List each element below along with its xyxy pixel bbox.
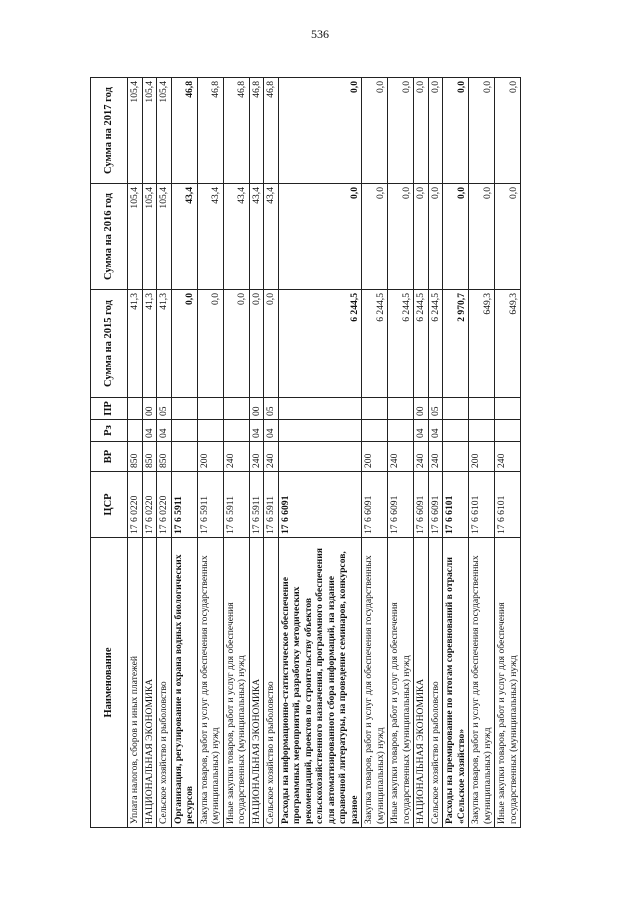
table-row xyxy=(278,78,362,828)
row-sum-2017-cell: 0,0 xyxy=(388,78,414,184)
table-row xyxy=(388,78,414,828)
table-row xyxy=(171,78,197,828)
row-pr-cell: 00 xyxy=(249,398,264,420)
header-csr: ЦСР xyxy=(91,472,128,538)
row-sum-2015-cell: 2 970,7 xyxy=(443,290,469,398)
row-sum-2017-cell: 46,8 xyxy=(264,78,279,184)
table-row xyxy=(264,78,279,828)
table-row xyxy=(142,78,157,828)
row-pr-cell xyxy=(197,398,223,420)
row-sum-2016-cell: 0,0 xyxy=(495,184,521,290)
row-rz-cell: 04 xyxy=(157,420,172,442)
row-csr-cell: 17 6 0220 xyxy=(142,472,157,538)
row-vr-cell: 240 xyxy=(264,442,279,472)
row-vr-cell xyxy=(278,442,362,472)
row-rz-cell xyxy=(469,420,495,442)
row-vr-cell: 240 xyxy=(249,442,264,472)
table-row xyxy=(469,78,495,828)
row-sum-2017-cell: 46,8 xyxy=(171,78,197,184)
row-csr-cell: 17 6 6101 xyxy=(469,472,495,538)
row-rz-cell xyxy=(128,420,143,442)
row-rz-cell: 04 xyxy=(142,420,157,442)
row-rz-cell xyxy=(388,420,414,442)
row-csr-cell: 17 6 5911 xyxy=(249,472,264,538)
row-sum-2015-cell: 649,3 xyxy=(495,290,521,398)
row-pr-cell: 05 xyxy=(264,398,279,420)
row-name-cell: Иные закупки товаров, работ и услуг для обеспечения государственных (муниципальных) нужд xyxy=(388,538,414,828)
row-rz-cell xyxy=(197,420,223,442)
row-name-cell: Уплата налогов, сборов и иных платежей xyxy=(128,538,143,828)
row-sum-2015-cell: 649,3 xyxy=(469,290,495,398)
row-csr-cell: 17 6 5911 xyxy=(264,472,279,538)
row-sum-2017-cell: 0,0 xyxy=(362,78,388,184)
row-sum-2015-cell: 6 244,5 xyxy=(388,290,414,398)
row-vr-cell: 240 xyxy=(414,442,429,472)
table-row xyxy=(495,78,521,828)
row-vr-cell: 200 xyxy=(362,442,388,472)
row-sum-2015-cell: 41,3 xyxy=(157,290,172,398)
table-header-row xyxy=(91,78,128,828)
row-csr-cell: 17 6 6091 xyxy=(388,472,414,538)
row-sum-2017-cell: 0,0 xyxy=(414,78,429,184)
table-row xyxy=(443,78,469,828)
row-name-cell: Сельское хозяйство и рыболовство xyxy=(264,538,279,828)
row-vr-cell: 850 xyxy=(128,442,143,472)
row-pr-cell: 00 xyxy=(142,398,157,420)
row-name-cell: Сельское хозяйство и рыболовство xyxy=(157,538,172,828)
row-csr-cell: 17 6 6091 xyxy=(362,472,388,538)
row-name-cell: Закупка товаров, работ и услуг для обеспечения государственных (муниципальных) нужд xyxy=(362,538,388,828)
row-csr-cell: 17 6 0220 xyxy=(128,472,143,538)
row-csr-cell: 17 6 6101 xyxy=(495,472,521,538)
header-rz: Рз xyxy=(91,420,128,442)
row-sum-2017-cell: 0,0 xyxy=(495,78,521,184)
row-vr-cell xyxy=(443,442,469,472)
row-sum-2017-cell: 105,4 xyxy=(157,78,172,184)
rotated-page-content xyxy=(90,78,552,828)
budget-table xyxy=(90,77,521,828)
row-vr-cell: 240 xyxy=(388,442,414,472)
row-sum-2016-cell: 0,0 xyxy=(469,184,495,290)
row-pr-cell xyxy=(278,398,362,420)
row-sum-2016-cell: 0,0 xyxy=(414,184,429,290)
row-vr-cell: 850 xyxy=(142,442,157,472)
row-csr-cell: 17 6 6101 xyxy=(443,472,469,538)
row-name-cell: НАЦИОНАЛЬНАЯ ЭКОНОМИКА xyxy=(142,538,157,828)
row-rz-cell xyxy=(362,420,388,442)
header-name: Наименование xyxy=(91,538,128,828)
row-sum-2016-cell: 105,4 xyxy=(157,184,172,290)
row-csr-cell: 17 6 5911 xyxy=(197,472,223,538)
row-name-cell: Иные закупки товаров, работ и услуг для обеспечения государственных (муниципальных) нужд xyxy=(223,538,249,828)
row-csr-cell: 17 6 6091 xyxy=(428,472,443,538)
row-name-cell: Расходы на информационно-статистическое обеспечение программных мероприятий, разработку методических рекомендаций, проектов по строительству объектов сельскохозяйственного назначения, программного обеспечения для автоматизированного сбора информаций, на издание справочной литературы, на проведение семинаров, конкурсов, разное xyxy=(278,538,362,828)
table-row xyxy=(128,78,143,828)
row-csr-cell: 17 6 5911 xyxy=(223,472,249,538)
header-sum-2017: Сумма на 2017 год xyxy=(91,78,128,184)
row-sum-2015-cell: 6 244,5 xyxy=(362,290,388,398)
row-name-cell: НАЦИОНАЛЬНАЯ ЭКОНОМИКА xyxy=(249,538,264,828)
row-csr-cell: 17 6 6091 xyxy=(278,472,362,538)
row-sum-2016-cell: 0,0 xyxy=(278,184,362,290)
row-vr-cell xyxy=(171,442,197,472)
table-row xyxy=(428,78,443,828)
table-row xyxy=(223,78,249,828)
table-row xyxy=(414,78,429,828)
table-row xyxy=(249,78,264,828)
row-sum-2015-cell: 6 244,5 xyxy=(428,290,443,398)
page-number: 536 xyxy=(311,27,329,41)
row-pr-cell xyxy=(443,398,469,420)
row-csr-cell: 17 6 0220 xyxy=(157,472,172,538)
row-sum-2015-cell: 41,3 xyxy=(128,290,143,398)
row-sum-2015-cell: 0,0 xyxy=(197,290,223,398)
row-vr-cell: 240 xyxy=(223,442,249,472)
row-sum-2017-cell: 46,8 xyxy=(249,78,264,184)
row-vr-cell: 240 xyxy=(495,442,521,472)
row-sum-2016-cell: 0,0 xyxy=(443,184,469,290)
row-rz-cell: 04 xyxy=(249,420,264,442)
row-rz-cell xyxy=(278,420,362,442)
row-pr-cell xyxy=(495,398,521,420)
row-pr-cell xyxy=(469,398,495,420)
row-sum-2017-cell: 0,0 xyxy=(428,78,443,184)
row-sum-2017-cell: 105,4 xyxy=(128,78,143,184)
row-sum-2017-cell: 0,0 xyxy=(469,78,495,184)
row-rz-cell: 04 xyxy=(264,420,279,442)
row-name-cell: Закупка товаров, работ и услуг для обеспечения государственных (муниципальных) нужд xyxy=(197,538,223,828)
row-sum-2015-cell: 6 244,5 xyxy=(414,290,429,398)
row-rz-cell xyxy=(443,420,469,442)
row-sum-2017-cell: 46,8 xyxy=(197,78,223,184)
row-name-cell: Сельское хозяйство и рыболовство xyxy=(428,538,443,828)
row-rz-cell: 04 xyxy=(414,420,429,442)
row-csr-cell: 17 6 6091 xyxy=(414,472,429,538)
row-sum-2016-cell: 43,4 xyxy=(249,184,264,290)
header-sum-2016: Сумма на 2016 год xyxy=(91,184,128,290)
row-sum-2017-cell: 0,0 xyxy=(443,78,469,184)
row-sum-2015-cell: 0,0 xyxy=(223,290,249,398)
row-pr-cell xyxy=(223,398,249,420)
row-sum-2016-cell: 105,4 xyxy=(128,184,143,290)
row-rz-cell xyxy=(495,420,521,442)
row-pr-cell xyxy=(171,398,197,420)
row-pr-cell: 05 xyxy=(428,398,443,420)
row-sum-2016-cell: 43,4 xyxy=(197,184,223,290)
header-pr: ПР xyxy=(91,398,128,420)
row-rz-cell xyxy=(171,420,197,442)
row-sum-2016-cell: 105,4 xyxy=(142,184,157,290)
row-name-cell: НАЦИОНАЛЬНАЯ ЭКОНОМИКА xyxy=(414,538,429,828)
row-vr-cell: 850 xyxy=(157,442,172,472)
row-sum-2017-cell: 105,4 xyxy=(142,78,157,184)
row-vr-cell: 200 xyxy=(197,442,223,472)
row-pr-cell xyxy=(362,398,388,420)
row-sum-2016-cell: 43,4 xyxy=(171,184,197,290)
row-pr-cell: 05 xyxy=(157,398,172,420)
row-name-cell: Иные закупки товаров, работ и услуг для обеспечения государственных (муниципальных) нужд xyxy=(495,538,521,828)
row-sum-2016-cell: 43,4 xyxy=(223,184,249,290)
row-sum-2015-cell: 41,3 xyxy=(142,290,157,398)
row-sum-2015-cell: 0,0 xyxy=(171,290,197,398)
row-sum-2015-cell: 6 244,5 xyxy=(278,290,362,398)
budget-table-container xyxy=(90,78,552,828)
header-vr: ВР xyxy=(91,442,128,472)
row-rz-cell: 04 xyxy=(428,420,443,442)
row-sum-2016-cell: 43,4 xyxy=(264,184,279,290)
row-sum-2016-cell: 0,0 xyxy=(388,184,414,290)
header-sum-2015: Сумма на 2015 год xyxy=(91,290,128,398)
row-sum-2016-cell: 0,0 xyxy=(428,184,443,290)
table-row xyxy=(362,78,388,828)
row-vr-cell: 200 xyxy=(469,442,495,472)
table-body xyxy=(128,78,521,828)
table-row xyxy=(197,78,223,828)
table-row xyxy=(157,78,172,828)
row-name-cell: Организация, регулирование и охрана водных биологических ресурсов xyxy=(171,538,197,828)
row-pr-cell xyxy=(388,398,414,420)
row-name-cell: Закупка товаров, работ и услуг для обеспечения государственных (муниципальных) нужд xyxy=(469,538,495,828)
row-name-cell: Расходы на премирование по итогам соревнований в отрасли «Сельское хозяйство» xyxy=(443,538,469,828)
row-sum-2017-cell: 46,8 xyxy=(223,78,249,184)
row-csr-cell: 17 6 5911 xyxy=(171,472,197,538)
row-sum-2015-cell: 0,0 xyxy=(264,290,279,398)
row-pr-cell: 00 xyxy=(414,398,429,420)
row-rz-cell xyxy=(223,420,249,442)
row-pr-cell xyxy=(128,398,143,420)
row-sum-2015-cell: 0,0 xyxy=(249,290,264,398)
row-sum-2017-cell: 0,0 xyxy=(278,78,362,184)
row-sum-2016-cell: 0,0 xyxy=(362,184,388,290)
row-vr-cell: 240 xyxy=(428,442,443,472)
